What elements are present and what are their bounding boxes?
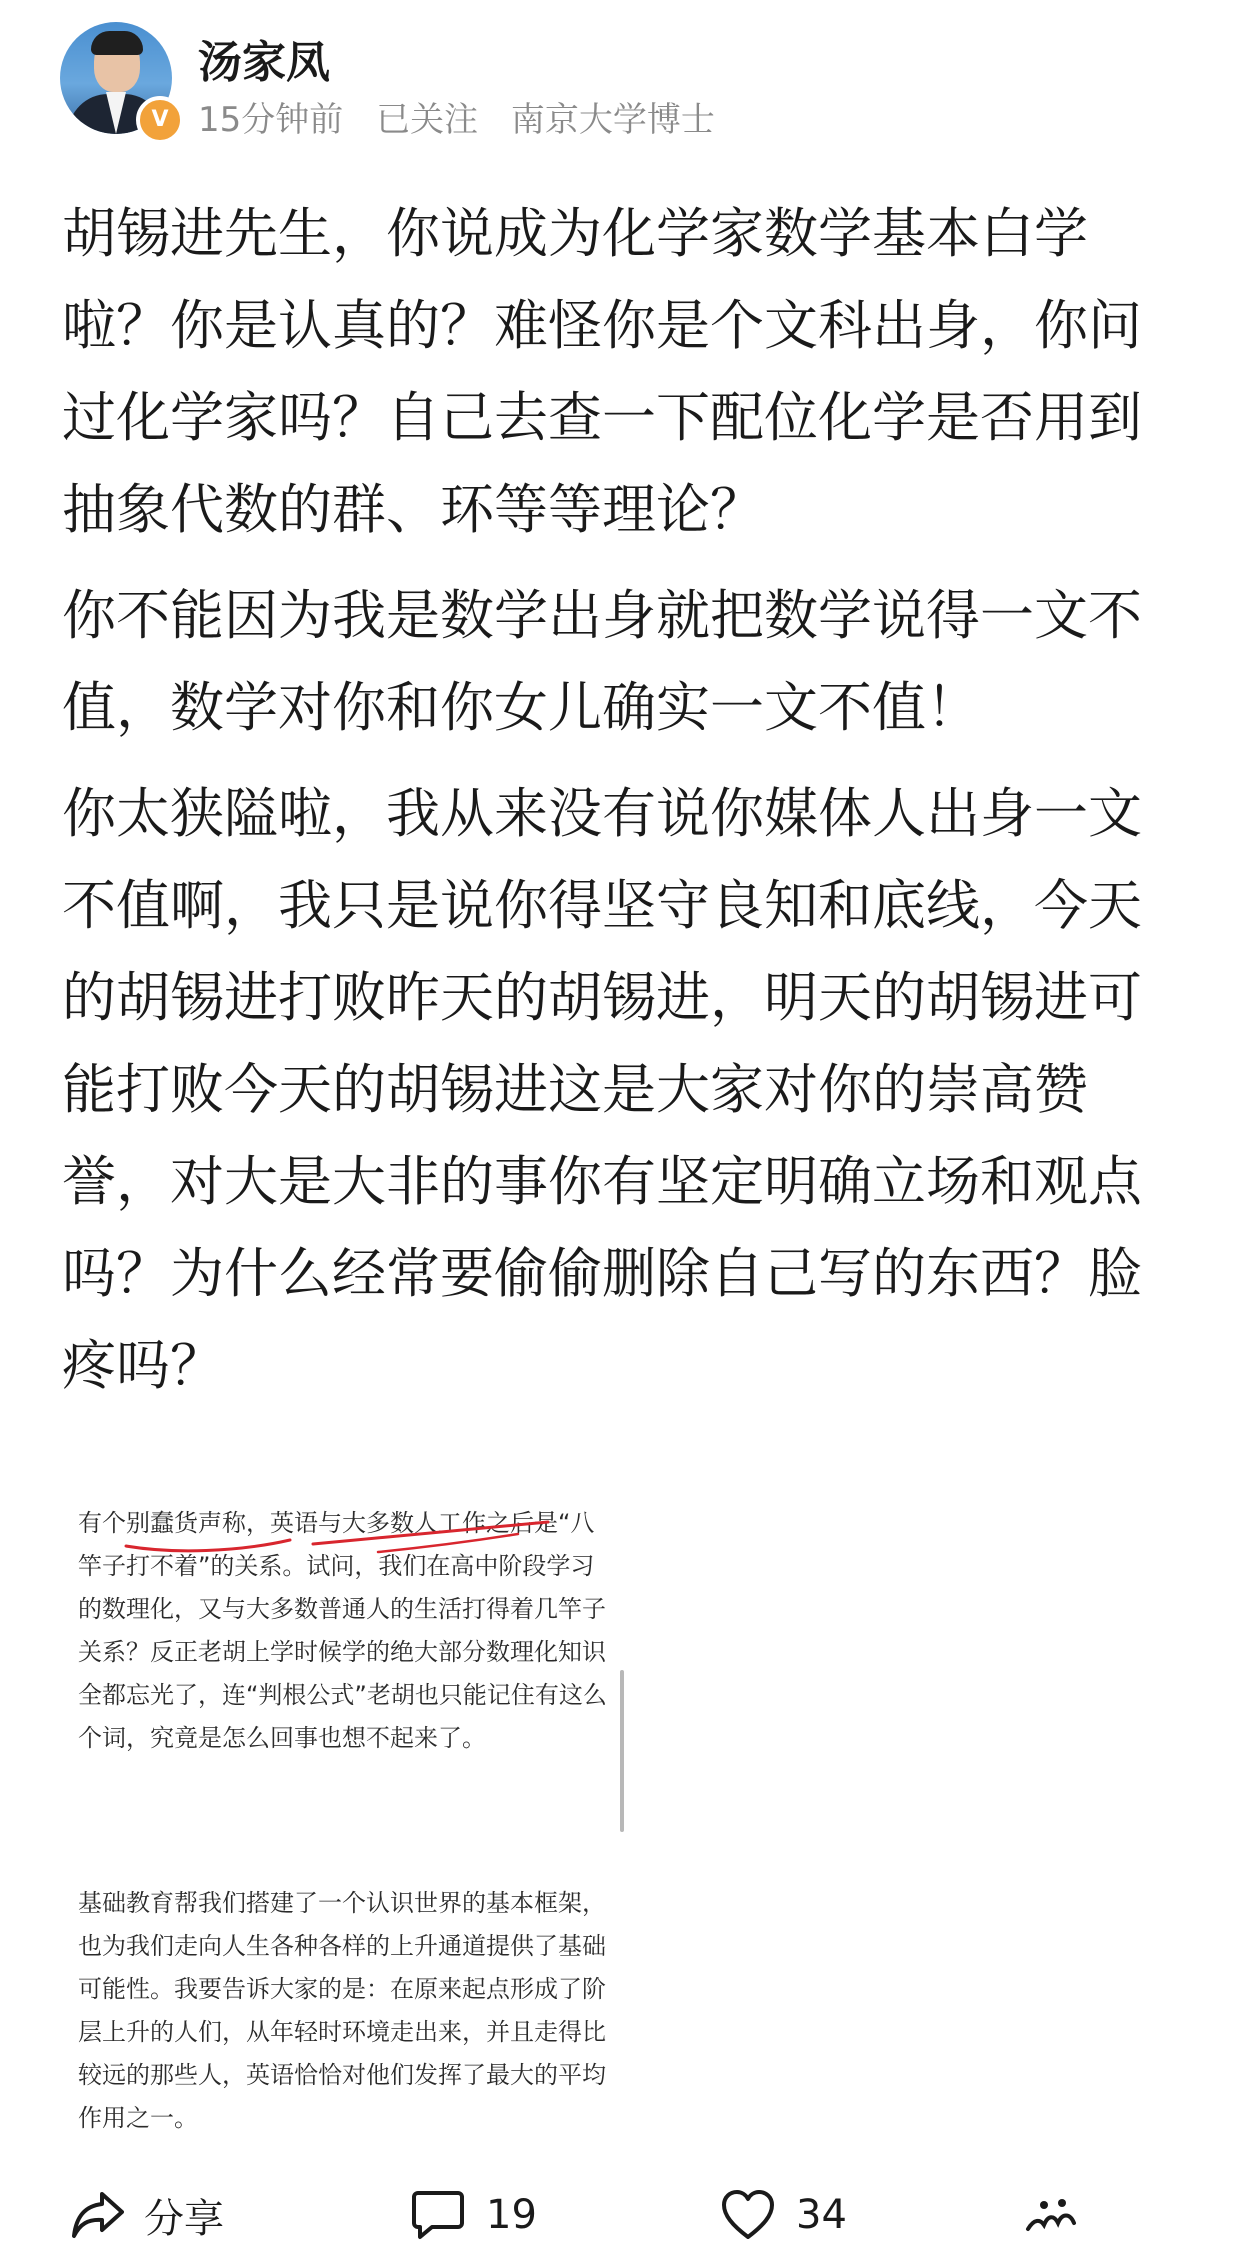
- share-button[interactable]: [72, 2180, 224, 2250]
- more-button[interactable]: [1024, 2180, 1084, 2250]
- comment-bubble-icon: [410, 2189, 466, 2241]
- post-paragraph: 胡锡进先生，你说成为化学家数学基本白学啦？你是认真的？难怪你是个文科出身，你问过化学家吗？自己去查一下配位化学是否用到抽象代数的群、环等等理论？: [62, 202, 1142, 541]
- action-bar: [0, 2180, 1242, 2250]
- post-meta: [198, 92, 737, 141]
- quote-scroll-indicator: [620, 1670, 624, 1832]
- comment-count: 19: [486, 2192, 537, 2238]
- heart-icon: [720, 2189, 776, 2241]
- post-body: [62, 188, 1182, 1426]
- share-label: 分享: [144, 2195, 224, 2242]
- quoted-screenshot[interactable]: [78, 1502, 618, 2142]
- like-button[interactable]: [720, 2180, 847, 2250]
- post-time: 15分钟前: [198, 100, 344, 140]
- verified-badge-icon: V: [136, 96, 184, 144]
- follow-status[interactable]: 已关注: [376, 100, 479, 140]
- quote-paragraph: 基础教育帮我们搭建了一个认识世界的基本框架，也为我们走向人生各种各样的上升通道提供了基础可能性。我要告诉大家的是：在原来起点形成了阶层上升的人们，从年轻时环境走出来，并且走得比较远的那些人，英语恰恰对他们发挥了最大的平均作用之一。: [78, 1889, 606, 2132]
- share-arrow-icon: [72, 2190, 124, 2240]
- author-identity: 南京大学博士: [510, 100, 715, 140]
- red-underline-annotation: [78, 1502, 638, 1622]
- post-paragraph: 你不能因为我是数学出身就把数学说得一文不值，数学对你和你女儿确实一文不值！: [62, 584, 1142, 739]
- post-paragraph: 你太狭隘啦，我从来没有说你媒体人出身一文不值啊，我只是说你得坚守良知和底线，今天的胡锡进打败昨天的胡锡进，明天的胡锡进可能打败今天的胡锡进这是大家对你的崇高赞誉，对大是大非的事你有坚定明确立场和观点吗？为什么经常要偷偷删除自己写的东西？脸疼吗？: [62, 782, 1142, 1397]
- post-header: [60, 22, 1180, 142]
- quote-paragraph: 有个别蠢货声称，英语与大多数人工作之后是“八竿子打不着”的关系。试问，我们在高中阶段学习的数理化，又与大多数普通人的生活打得着几竿子关系？反正老胡上学时候学的绝大部分数理化知识全都忘光了，连“判根公式”老胡也只能记住有这么个词，究竟是怎么回事也想不起来了。: [78, 1509, 607, 1752]
- like-count: 34: [796, 2192, 847, 2238]
- comment-button[interactable]: [410, 2180, 537, 2250]
- author-name[interactable]: 汤家凤: [198, 37, 330, 88]
- more-icon: [1024, 2189, 1084, 2241]
